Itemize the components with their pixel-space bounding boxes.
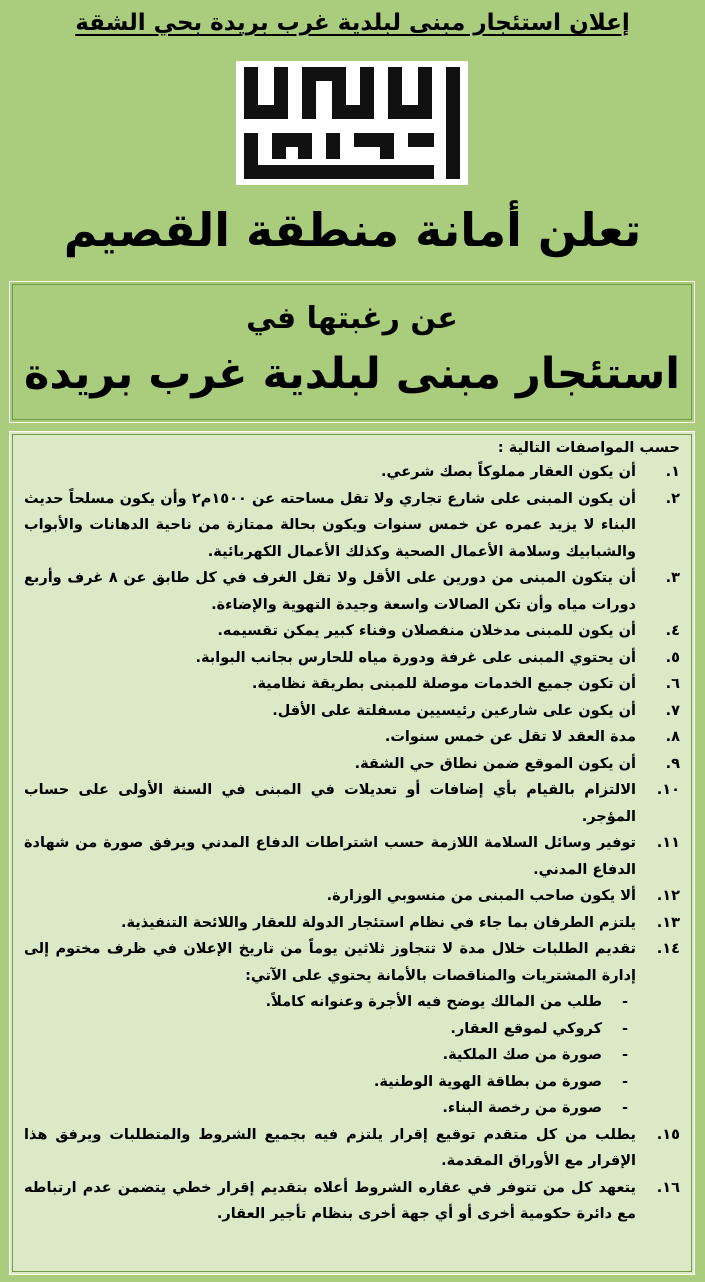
spec-item: [24, 486, 680, 566]
dash: -: [621, 1020, 628, 1037]
document-text: صورة من رخصة البناء.: [442, 1100, 602, 1116]
spec-number: ٦.: [665, 676, 680, 692]
required-document: [24, 1016, 628, 1043]
spec-number: ١٥.: [656, 1126, 680, 1143]
spec-number: ١.: [665, 464, 680, 480]
subject-box: [9, 281, 695, 423]
spec-number: ٤.: [665, 623, 680, 639]
spec-item: [24, 1122, 680, 1175]
spec-item: [24, 751, 680, 778]
required-documents-list: [24, 989, 680, 1122]
spec-number: ١٣.: [656, 914, 680, 931]
spec-number: ١٦.: [656, 1179, 680, 1196]
required-document: [24, 1069, 628, 1096]
subject-main: استئجار مبنى لبلدية غرب بريدة: [23, 349, 681, 399]
spec-text: يطلب من كل متقدم توقيع إقرار يلتزم فيه بجميع الشروط والمتطلبات ويرفق هذا الإقرار مع الأوراق المقدمة.: [24, 1126, 636, 1169]
document-text: صورة من صك الملكية.: [442, 1047, 602, 1063]
spec-item: [24, 936, 680, 989]
spec-text: أن يكون الموقع ضمن نطاق حي الشقة.: [354, 755, 636, 772]
spec-item: [24, 618, 680, 645]
document-text: صورة من بطاقة الهوية الوطنية.: [373, 1073, 602, 1090]
document-text: طلب من المالك يوضح فيه الأجرة وعنوانه كاملاً.: [265, 994, 602, 1010]
spec-number: ٥.: [665, 649, 680, 666]
spec-item: [24, 883, 680, 910]
spec-text: أن يتكون المبنى من دورين على الأقل ولا تقل الغرف في كل طابق عن ٨ غرف وأربع دورات مياه وأن تكن الصالات واسعة وجيدة التهوية والإضاءة.: [24, 570, 637, 613]
spec-text: ألا يكون صاحب المبنى من منسوبي الوزارة.: [326, 888, 636, 904]
spec-number: ١٢.: [656, 888, 680, 904]
spec-number: ٩.: [665, 755, 680, 772]
required-document: [24, 1042, 628, 1069]
spec-text: أن تكون جميع الخدمات موصلة للمبنى بطريقة نظامية.: [251, 676, 636, 692]
spec-item: [24, 777, 680, 830]
required-document: [24, 989, 628, 1016]
spec-number: ١٠.: [656, 782, 680, 798]
dash: -: [621, 1047, 628, 1063]
spec-text: يلتزم الطرفان بما جاء في نظام استئجار الدولة للعقار واللائحة التنفيذية.: [121, 914, 636, 931]
spec-number: ١١.: [656, 835, 680, 851]
spec-number: ٢.: [665, 490, 680, 507]
spec-item: [24, 1175, 680, 1228]
spec-text: تقديم الطلبات خلال مدة لا تتجاوز ثلاثين يوماً من تاريخ الإعلان في ظرف مختوم إلى إدارة المشتريات والمناقصات بالأمانة يحتوي على الآتي:: [24, 941, 636, 984]
spec-text: أن يكون العقار مملوكاً بصك شرعي.: [381, 464, 636, 480]
announcement-title: إعلان استئجار مبنى لبلدية غرب بريدة بحي الشقة: [75, 10, 630, 36]
spec-text: أن يحتوي المبنى على غرفة ودورة مياه للحارس بجانب البوابة.: [195, 649, 636, 666]
spec-number: ٧.: [665, 702, 680, 719]
spec-text: أن يكون على شارعين رئيسيين مسفلتة على الأقل.: [272, 702, 636, 719]
dash: -: [621, 1100, 628, 1116]
spec-number: ٣.: [665, 570, 680, 586]
spec-item: [24, 645, 680, 672]
specifications-list: [24, 459, 680, 989]
qassim-municipality-logo-icon: [236, 61, 468, 185]
specifications-intro: حسب المواصفات التالية :: [497, 440, 680, 456]
spec-item: [24, 910, 680, 937]
spec-item: [24, 459, 680, 486]
specifications-box: [9, 431, 695, 1275]
spec-text: أن يكون للمبنى مدخلان منفصلان وفناء كبير يمكن تقسيمه.: [217, 623, 636, 639]
document-text: كروكي لموقع العقار.: [450, 1020, 602, 1037]
spec-item: [24, 724, 680, 751]
agency-statement: تعلن أمانة منطقة القصيم: [63, 203, 642, 257]
spec-text: أن يكون المبنى على شارع تجاري ولا تقل مساحته عن ١٥٠٠م٢ وأن يكون مسلحاً حديث البناء لا يزيد عمره عن خمس سنوات ويكون بحالة ممتازة من ناحية الدهانات والأبواب والشبابيك وسلامة الأعمال الصحية وكذلك الأعمال الكهربائية.: [24, 490, 637, 560]
spec-item: [24, 565, 680, 618]
subject-intro: عن رغبتها في: [246, 301, 458, 336]
spec-item: [24, 671, 680, 698]
spec-text: توفير وسائل السلامة اللازمة حسب اشتراطات الدفاع المدني ويرفق صورة من شهادة الدفاع المدني.: [24, 835, 636, 878]
spec-number: ٨.: [665, 729, 680, 745]
spec-text: يتعهد كل من تتوفر في عقاره الشروط أعلاه بتقديم إقرار خطي يتضمن عدم ارتباطه مع دائرة حكومية أخرى أو أي جهة أخرى بنظام تأجير العقار.: [24, 1179, 636, 1222]
dash: -: [621, 1073, 628, 1090]
spec-item: [24, 698, 680, 725]
spec-text: مدة العقد لا تقل عن خمس سنوات.: [384, 729, 636, 745]
spec-item: [24, 830, 680, 883]
spec-text: الالتزام بالقيام بأي إضافات أو تعديلات في المبنى في السنة الأولى على حساب المؤجر.: [24, 782, 636, 825]
dash: -: [621, 994, 628, 1010]
final-specifications-list: [24, 1122, 680, 1228]
spec-number: ١٤.: [656, 941, 680, 957]
required-document: [24, 1095, 628, 1122]
